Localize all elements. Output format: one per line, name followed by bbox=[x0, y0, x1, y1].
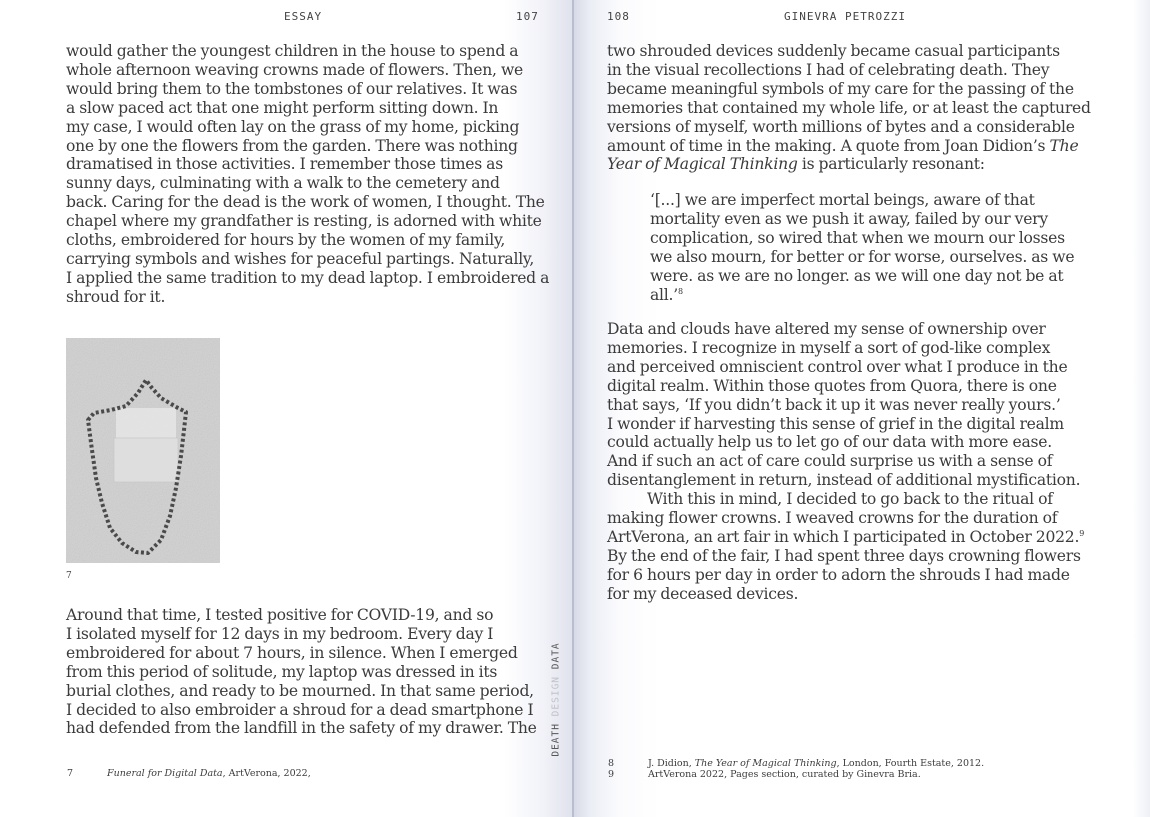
text-line: and perceived omniscient control over what I produce in the bbox=[607, 357, 1068, 376]
right-paragraph-1 bbox=[607, 42, 1091, 174]
text-line: And if such an act of care could surprise us with a sense of bbox=[607, 452, 1053, 471]
text-line: I decided to also embroider a shroud for a dead smartphone I bbox=[66, 700, 534, 719]
footnote-title: The Year of Magical Thinking bbox=[694, 758, 837, 769]
page-number-left: 107 bbox=[516, 10, 539, 23]
text-line: Around that time, I tested positive for COVID-19, and so bbox=[66, 606, 494, 624]
text-segment: ArtVerona, an art fair in which I participated in October 2022. bbox=[607, 527, 1080, 546]
page-number-right: 108 bbox=[607, 10, 630, 23]
text-line: for my deceased devices. bbox=[607, 584, 799, 603]
footnote-number: 9 bbox=[608, 769, 615, 780]
quote-line: ‘[...] we are imperfect mortal beings, aware of that bbox=[650, 191, 1035, 209]
text-line: my case, I would often lay on the grass of my home, picking bbox=[66, 117, 520, 136]
footnote-8 bbox=[608, 758, 984, 769]
text-line: dramatised in those activities. I remember those times as bbox=[66, 155, 503, 174]
footnote-ref[interactable]: 8 bbox=[677, 286, 683, 296]
text-line: would bring them to the tombstones of our relatives. It was bbox=[66, 79, 518, 98]
text-segment: amount of time in the making. A quote from Joan Didion’s bbox=[607, 136, 1050, 155]
footnote-number: 8 bbox=[608, 758, 615, 769]
text-line: With this in mind, I decided to go back to the ritual of bbox=[647, 490, 1053, 509]
running-head-left: ESSAY bbox=[284, 10, 323, 23]
footnote-rest: , London, Fourth Estate, 2012. bbox=[836, 758, 985, 769]
book-title-part: The bbox=[1049, 136, 1079, 155]
text-segment: is particularly resonant: bbox=[797, 155, 985, 174]
footnote-prefix: J. Didion, bbox=[648, 758, 695, 769]
text-line: for 6 hours per day in order to adorn the shrouds I had made bbox=[607, 565, 1070, 584]
footnote-prefix: ArtVerona 2022, Pages section, curated by Ginevra Bria. bbox=[648, 769, 921, 780]
text-line: digital realm. Within those quotes from Quora, there is one bbox=[607, 376, 1057, 395]
book-gutter bbox=[572, 0, 574, 817]
figure-caption-number: 7 bbox=[66, 571, 72, 581]
block-quote bbox=[650, 191, 1074, 304]
text-line: one by one the flowers from the garden. There was nothing bbox=[66, 136, 518, 155]
spine-word-design: DESIGN bbox=[550, 675, 562, 717]
shroud-photograph bbox=[66, 338, 220, 563]
text-line: two shrouded devices suddenly became casual participants bbox=[607, 42, 1060, 60]
text-line: making flower crowns. I weaved crowns for the duration of bbox=[607, 509, 1058, 528]
spine-word-death: DEATH bbox=[550, 723, 562, 757]
footnote-title: Funeral for Digital Data bbox=[107, 768, 223, 779]
text-line: in the visual recollections I had of celebrating death. They bbox=[607, 60, 1050, 79]
right-paragraph-2 bbox=[607, 320, 1084, 604]
spine-word-data: DATA bbox=[550, 642, 562, 670]
text-line: shroud for it. bbox=[66, 287, 166, 306]
text-line: versions of myself, worth millions of bytes and a considerable bbox=[607, 117, 1075, 136]
footnote-number: 7 bbox=[67, 768, 74, 779]
text-line: burial clothes, and ready to be mourned. In that same period, bbox=[66, 681, 534, 700]
footnote-9 bbox=[608, 769, 921, 780]
text-line: embroidered for about 7 hours, in silence. When I emerged bbox=[66, 643, 518, 662]
book-title-part: Year of Magical Thinking bbox=[607, 155, 798, 174]
text-line: memories. I recognize in myself a sort of god-like complex bbox=[607, 338, 1051, 357]
text-line: I isolated myself for 12 days in my bedroom. Every day I bbox=[66, 624, 494, 643]
text-line: memories that contained my whole life, or at least the captured bbox=[607, 98, 1091, 117]
footnote-rest: , ArtVerona, 2022, bbox=[222, 768, 311, 779]
text-line: had defended from the landfill in the safety of my drawer. The bbox=[66, 719, 537, 738]
text-line: carrying symbols and wishes for peaceful partings. Naturally, bbox=[66, 249, 535, 268]
quote-line: complication, so wired that when we mourn our losses bbox=[650, 228, 1065, 247]
text-line: back. Caring for the dead is the work of women, I thought. The bbox=[66, 193, 545, 212]
text-line: from this period of solitude, my laptop was dressed in its bbox=[66, 662, 498, 681]
text-line bbox=[607, 137, 1091, 156]
footnote-ref[interactable]: 9 bbox=[1079, 528, 1085, 538]
quote-line: were. as we are no longer. as we will one day not be at bbox=[650, 266, 1064, 285]
quote-line: mortality even as we push it away, failed by our very bbox=[650, 209, 1048, 228]
spine-title bbox=[551, 630, 562, 770]
text-line: I wonder if harvesting this sense of grief in the digital realm bbox=[607, 414, 1064, 433]
text-line: that says, ‘If you didn’t back it up it was never really yours.’ bbox=[607, 395, 1061, 414]
text-line: whole afternoon weaving crowns made of flowers. Then, we bbox=[66, 60, 524, 79]
text-line: became meaningful symbols of my care for the passing of the bbox=[607, 79, 1074, 98]
quote-line bbox=[650, 286, 1074, 305]
text-line: a slow paced act that one might perform sitting down. In bbox=[66, 98, 499, 117]
text-line: disentanglement in return, instead of additional mystification. bbox=[607, 471, 1081, 490]
quote-line: we also mourn, for better or for worse, ourselves. as we bbox=[650, 247, 1075, 266]
text-line: cloths, embroidered for hours by the women of my family, bbox=[66, 231, 506, 250]
text-line: Data and clouds have altered my sense of ownership over bbox=[607, 320, 1046, 338]
text-line: sunny days, culminating with a walk to the cemetery and bbox=[66, 174, 500, 193]
text-segment: all.’ bbox=[650, 285, 678, 304]
running-head-right: GINEVRA PETROZZI bbox=[784, 10, 906, 23]
text-line: could actually help us to let go of our data with more ease. bbox=[607, 433, 1052, 452]
text-line bbox=[607, 528, 1084, 547]
left-paragraph-2 bbox=[66, 606, 537, 738]
text-line: would gather the youngest children in the house to spend a bbox=[66, 42, 519, 60]
footnote-7 bbox=[67, 768, 311, 779]
text-line bbox=[607, 155, 1091, 174]
left-paragraph-1 bbox=[66, 42, 549, 307]
text-line: By the end of the fair, I had spent three days crowning flowers bbox=[607, 546, 1081, 565]
text-line: chapel where my grandfather is resting, is adorned with white bbox=[66, 212, 542, 231]
text-line: I applied the same tradition to my dead laptop. I embroidered a bbox=[66, 268, 550, 287]
